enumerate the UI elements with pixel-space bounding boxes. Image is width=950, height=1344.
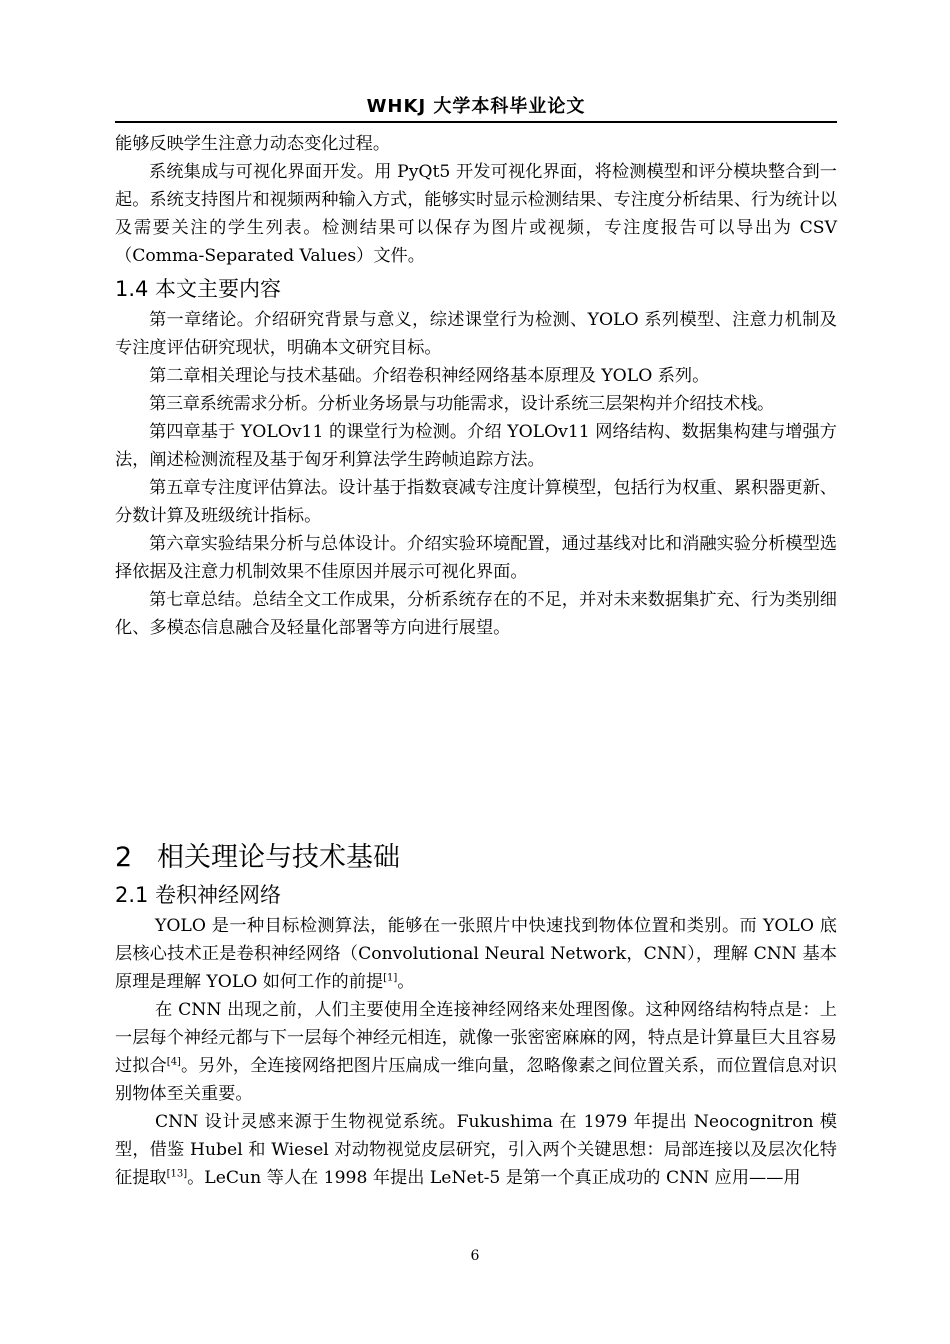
paragraph	[115, 912, 837, 996]
header-divider	[115, 121, 837, 123]
page-number: 6	[470, 1248, 480, 1264]
section-number: 2.1	[115, 883, 149, 907]
section-heading-2-1	[115, 880, 837, 910]
paragraph-text: 。另外，全连接网络把图片压扁成一维向量，忽略像素之间位置关系，而位置信息对识别物体至关重要。	[115, 1056, 837, 1104]
section-title: 本文主要内容	[155, 277, 281, 301]
section-heading-1-4	[115, 274, 837, 304]
blank-space	[115, 642, 837, 840]
chapter-summary-item: 第四章基于 YOLOv11 的课堂行为检测。介绍 YOLOv11 网络结构、数据集构建与增强方法，阐述检测流程及基于匈牙利算法学生跨帧追踪方法。	[115, 422, 837, 470]
paragraph-text: YOLO 是一种目标检测算法，能够在一张照片中快速找到物体位置和类别。而 YOLO 底层核心技术正是卷积神经网络（Convolutional Neural Network，CNN），理解 CNN 基本原理是理解 YOLO 如何工作的前提	[115, 916, 837, 992]
paragraph-text: 。LeCun 等人在 1998 年提出 LeNet-5 是第一个真正成功的 CNN 应用——用	[187, 1168, 801, 1188]
chapter-title: 相关理论与技术基础	[157, 842, 400, 873]
chapter-heading-2	[115, 840, 837, 876]
page-header: WHKJ 大学本科毕业论文	[366, 96, 586, 117]
citation: [13]	[166, 1168, 188, 1180]
chapter-summary-item: 第二章相关理论与技术基础。介绍卷积神经网络基本原理及 YOLO 系列。	[149, 366, 710, 386]
paragraph	[115, 1108, 837, 1192]
chapter-summary-item: 第一章绪论。介绍研究背景与意义，综述课堂行为检测、YOLO 系列模型、注意力机制及专注度评估研究现状，明确本文研究目标。	[115, 310, 837, 358]
chapter-summary-item: 第三章系统需求分析。分析业务场景与功能需求，设计系统三层架构并介绍技术栈。	[149, 394, 774, 414]
citation: [4]	[166, 1056, 181, 1068]
paragraph-text: 。	[397, 972, 415, 992]
page-body	[115, 130, 837, 1192]
chapter-summary-item: 第六章实验结果分析与总体设计。介绍实验环境配置，通过基线对比和消融实验分析模型选择依据及注意力机制效果不佳原因并展示可视化界面。	[115, 534, 837, 582]
chapter-summary-item: 第七章总结。总结全文工作成果，分析系统存在的不足，并对未来数据集扩充、行为类别细化、多模态信息融合及轻量化部署等方向进行展望。	[115, 590, 837, 638]
section-number: 1.4	[115, 277, 149, 301]
paragraph-text: 在 CNN 出现之前，人们主要使用全连接神经网络来处理图像。这种网络结构特点是：上一层每个神经元都与下一层每个神经元相连，就像一张密密麻麻的网，特点是计算量巨大且容易过拟合	[115, 1000, 837, 1076]
section-title: 卷积神经网络	[155, 883, 281, 907]
citation: [1]	[383, 972, 398, 984]
paragraph: 能够反映学生注意力动态变化过程。	[115, 134, 391, 154]
paragraph	[115, 996, 837, 1108]
paragraph-text: CNN 设计灵感来源于生物视觉系统。Fukushima 在 1979 年提出 Neocognitron 模型，借鉴 Hubel 和 Wiesel 对动物视觉皮层研究，引入两个关键思想：局部连接以及层次化特征提取	[115, 1112, 837, 1188]
paragraph: 系统集成与可视化界面开发。用 PyQt5 开发可视化界面，将检测模型和评分模块整合到一起。系统支持图片和视频两种输入方式，能够实时显示检测结果、专注度分析结果、行为统计以及需要关注的学生列表。检测结果可以保存为图片或视频，专注度报告可以导出为 CSV（Comma-Separated Values）文件。	[115, 162, 837, 266]
chapter-number: 2	[115, 842, 133, 873]
chapter-summary-item: 第五章专注度评估算法。设计基于指数衰减专注度计算模型，包括行为权重、累积器更新、分数计算及班级统计指标。	[115, 478, 837, 526]
